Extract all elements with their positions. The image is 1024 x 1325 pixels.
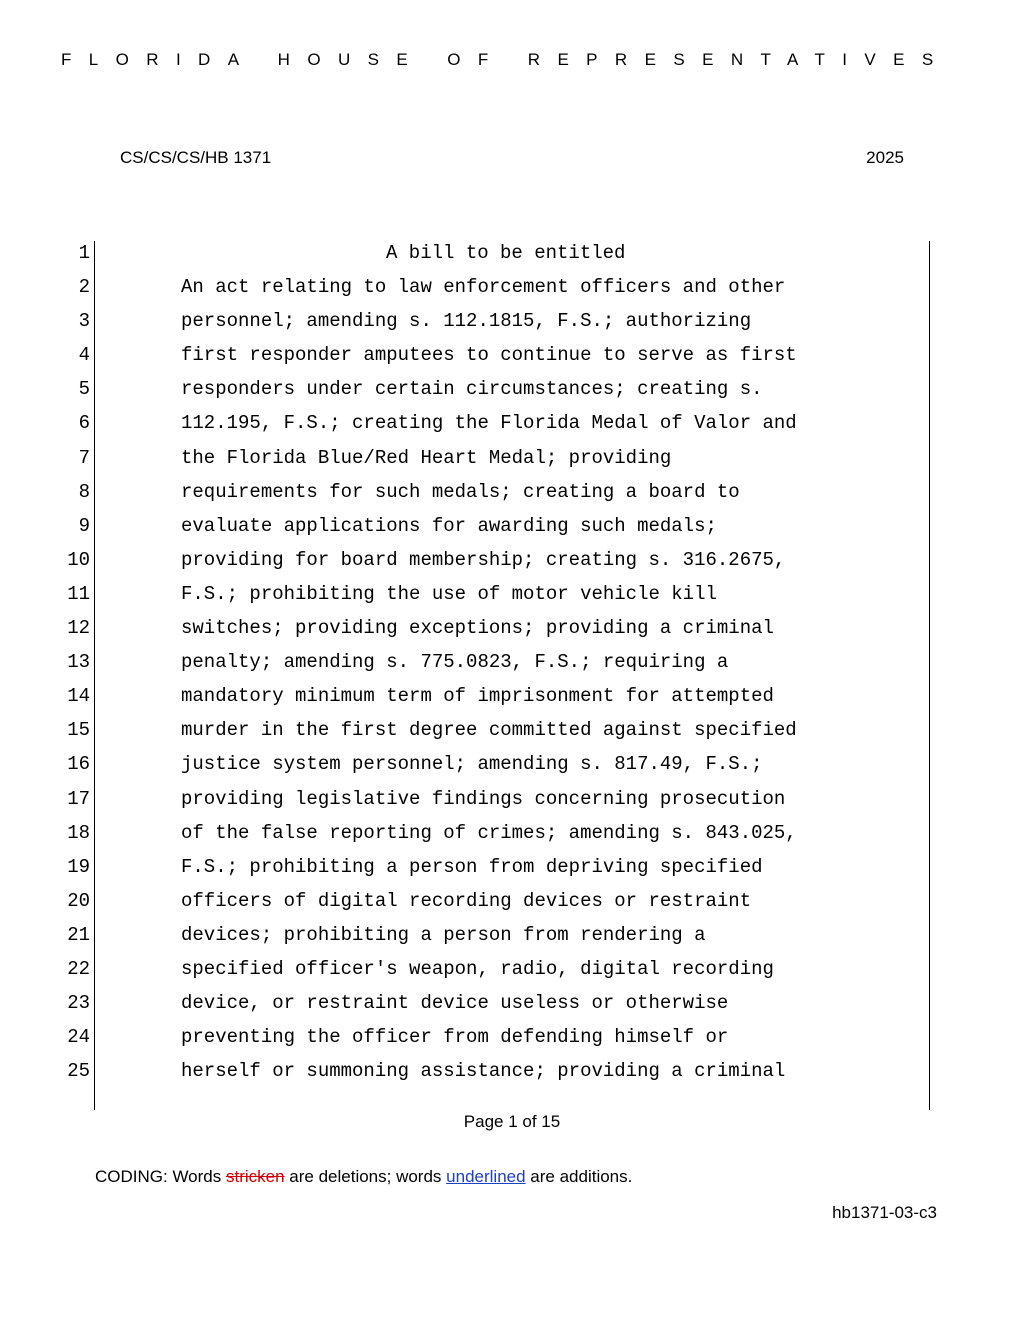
bill-line	[0, 816, 1024, 850]
line-number: 6	[78, 412, 90, 435]
line-number: 19	[67, 855, 90, 878]
bill-line	[0, 406, 1024, 440]
bill-line	[0, 884, 1024, 918]
bill-line	[0, 918, 1024, 952]
line-text: murder in the first degree committed against specified	[181, 719, 797, 742]
line-text: first responder amputees to continue to serve as first	[181, 344, 797, 367]
line-number: 20	[67, 889, 90, 912]
coding-legend-prefix: CODING: Words	[95, 1167, 226, 1186]
line-number: 4	[78, 344, 90, 367]
bill-number: CS/CS/CS/HB 1371	[120, 148, 272, 167]
bill-line	[0, 611, 1024, 645]
line-text: mandatory minimum term of imprisonment for attempted	[181, 685, 774, 708]
line-text: F.S.; prohibiting the use of motor vehicle kill	[181, 582, 717, 605]
line-text: officers of digital recording devices or restraint	[181, 889, 752, 912]
line-text: personnel; amending s. 112.1815, F.S.; authorizing	[181, 310, 752, 333]
line-text: switches; providing exceptions; providing a criminal	[181, 617, 774, 640]
line-number: 23	[67, 992, 90, 1015]
chamber-title: FLORIDA HOUSE OF REPRESENTATIVES	[61, 50, 951, 69]
line-number: 12	[67, 617, 90, 640]
line-text: evaluate applications for awarding such medals;	[181, 514, 717, 537]
bill-line	[0, 270, 1024, 304]
bill-line	[0, 1054, 1024, 1088]
line-number: 16	[67, 753, 90, 776]
line-number: 15	[67, 719, 90, 742]
bill-line	[0, 782, 1024, 816]
line-number: 17	[67, 787, 90, 810]
line-number: 21	[67, 923, 90, 946]
bill-line	[0, 372, 1024, 406]
line-text: devices; prohibiting a person from rendering a	[181, 923, 706, 946]
bill-line	[0, 986, 1024, 1020]
line-text: 112.195, F.S.; creating the Florida Medal of Valor and	[181, 412, 797, 435]
coding-legend	[95, 1167, 632, 1187]
line-text: device, or restraint device useless or otherwise	[181, 992, 729, 1015]
line-text: requirements for such medals; creating a board to	[181, 480, 740, 503]
page-number: Page 1 of 15	[463, 1112, 561, 1131]
bill-text-body	[0, 236, 1024, 1088]
bill-line	[0, 1020, 1024, 1054]
line-number: 1	[78, 242, 90, 264]
bill-line	[0, 543, 1024, 577]
line-number: 5	[78, 378, 90, 401]
bill-line	[0, 952, 1024, 986]
line-number: 22	[67, 957, 90, 980]
line-number: 13	[67, 651, 90, 674]
bill-line	[0, 747, 1024, 781]
line-text: the Florida Blue/Red Heart Medal; providing	[181, 446, 672, 469]
line-text: penalty; amending s. 775.0823, F.S.; requiring a	[181, 651, 729, 674]
line-text: providing legislative findings concerning prosecution	[181, 787, 786, 810]
line-text: F.S.; prohibiting a person from depriving specified	[181, 855, 763, 878]
coding-legend-underlined: underlined	[446, 1167, 526, 1186]
bill-line	[0, 645, 1024, 679]
line-text: preventing the officer from defending himself or	[181, 1026, 729, 1049]
line-number: 9	[78, 514, 90, 537]
bill-line	[0, 304, 1024, 338]
line-text: responders under certain circumstances; creating s.	[181, 378, 763, 401]
bill-line	[0, 441, 1024, 475]
bill-line	[0, 850, 1024, 884]
bill-line	[0, 679, 1024, 713]
line-text: An act relating to law enforcement officers and other	[181, 276, 786, 299]
bill-heading: A bill to be entitled	[386, 242, 626, 264]
bill-line	[0, 475, 1024, 509]
line-text: justice system personnel; amending s. 817.49, F.S.;	[181, 753, 763, 776]
bill-line	[0, 236, 1024, 270]
line-number: 8	[78, 480, 90, 503]
line-text: of the false reporting of crimes; amending s. 843.025,	[181, 821, 797, 844]
line-number: 3	[78, 310, 90, 333]
coding-legend-middle: are deletions; words	[284, 1167, 447, 1186]
line-number: 7	[78, 446, 90, 469]
line-number: 10	[67, 548, 90, 571]
bill-year: 2025	[866, 148, 904, 167]
bill-line	[0, 338, 1024, 372]
line-number: 24	[67, 1026, 90, 1049]
line-number: 11	[67, 582, 90, 605]
line-number: 14	[67, 685, 90, 708]
document-code: hb1371-03-c3	[832, 1203, 937, 1222]
line-text: herself or summoning assistance; providing a criminal	[181, 1060, 786, 1083]
line-number: 25	[67, 1060, 90, 1083]
coding-legend-stricken: stricken	[225, 1167, 285, 1186]
line-number: 18	[67, 821, 90, 844]
bill-line	[0, 577, 1024, 611]
line-text: specified officer's weapon, radio, digital recording	[181, 957, 774, 980]
bill-line	[0, 509, 1024, 543]
line-text: providing for board membership; creating s. 316.2675,	[181, 548, 786, 571]
coding-legend-suffix: are additions.	[525, 1167, 633, 1186]
line-number: 2	[78, 276, 90, 299]
bill-line	[0, 713, 1024, 747]
